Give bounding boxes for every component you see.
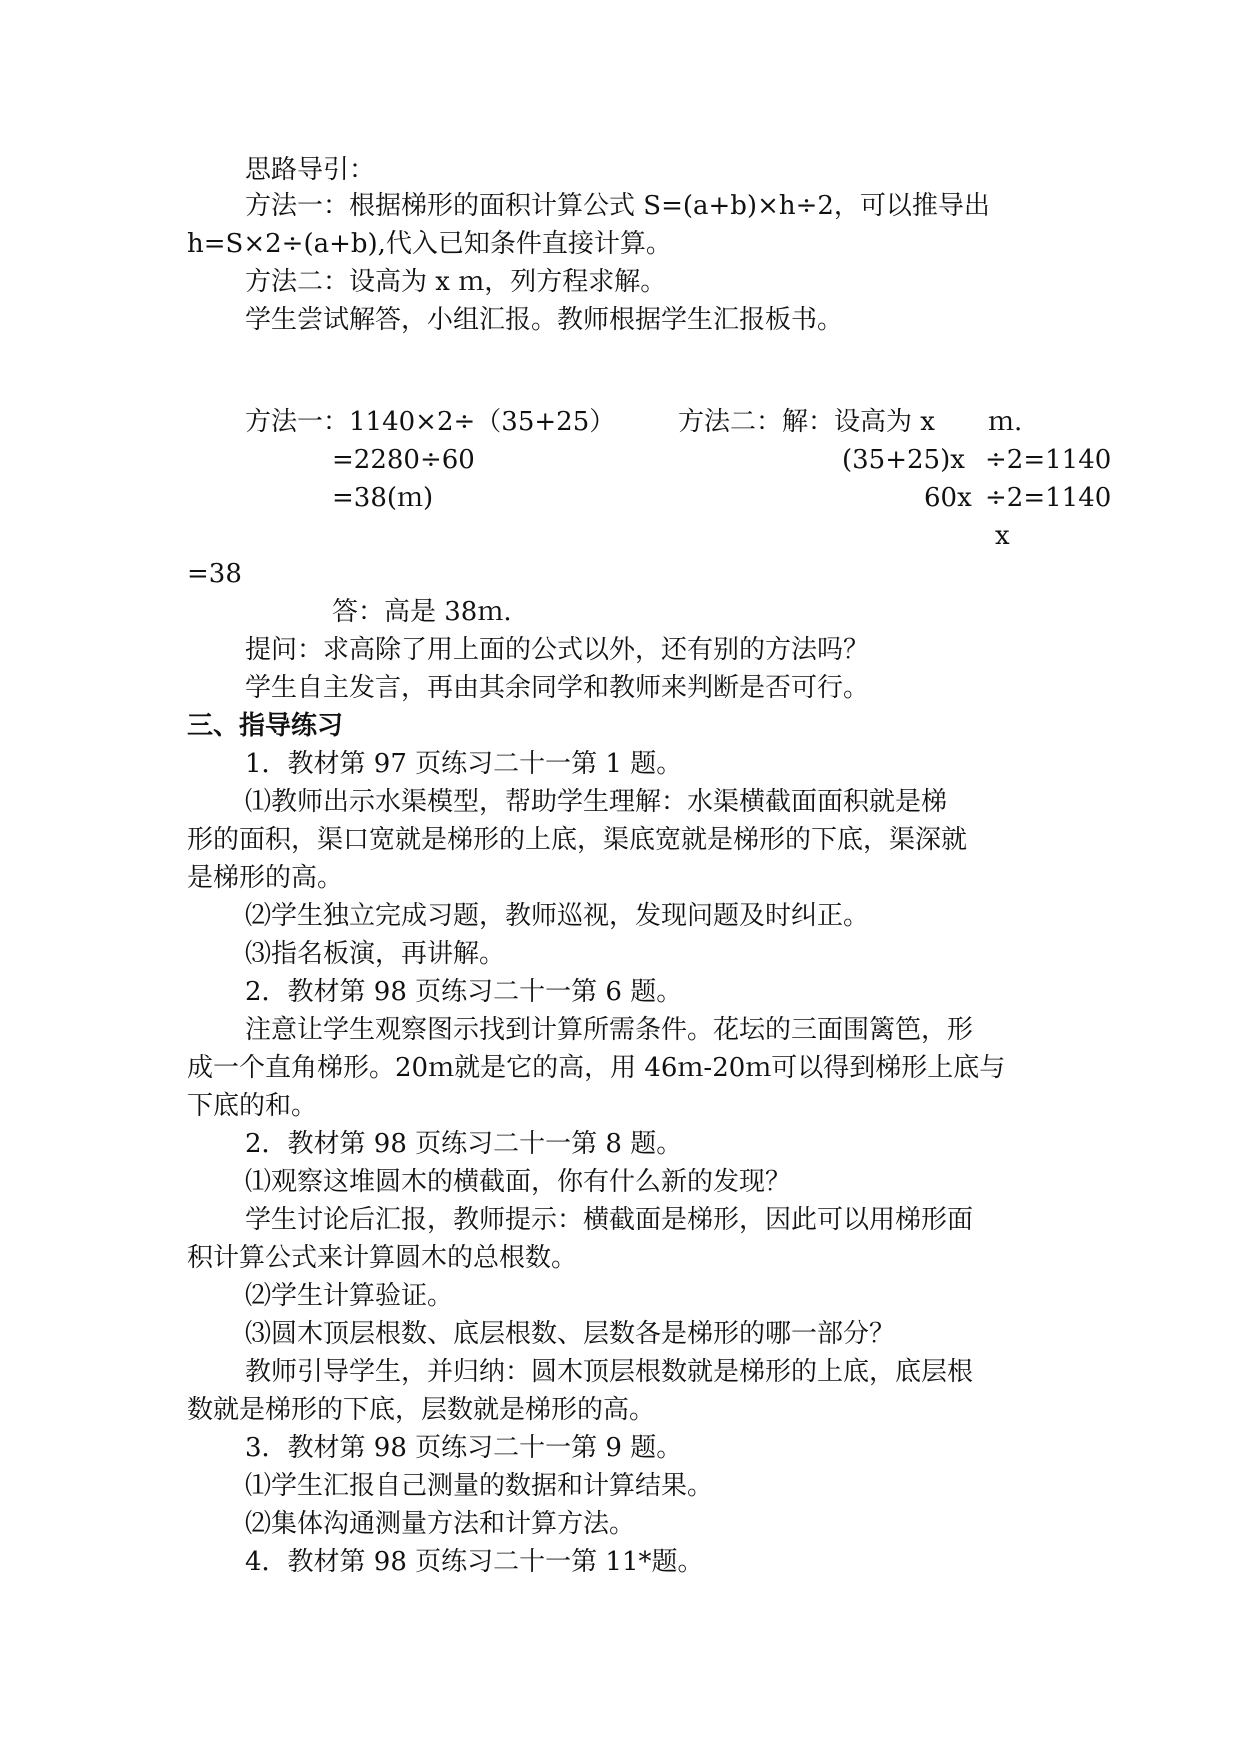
method1-text-line2: h=S×2÷(a+b),代入已知条件直接计算。 xyxy=(187,229,672,259)
practice-line: 注意让学生观察图示找到计算所需条件。花坛的三面围篱笆，形 xyxy=(245,1015,974,1045)
practice-line: 是梯形的高。 xyxy=(187,863,344,893)
solution-right-row1-a: 方法二：解：设高为 x xyxy=(678,407,935,437)
section-heading: 三、指导练习 xyxy=(187,711,344,741)
solution-answer: 答：高是 38ｍ. xyxy=(332,597,512,627)
practice-line: 3．教材第 98 页练习二十一第 9 题。 xyxy=(245,1433,683,1463)
solution-right-row3-a: 60x xyxy=(924,483,972,513)
practice-line: 教师引导学生，并归纳：圆木顶层根数就是梯形的上底，底层根 xyxy=(245,1357,974,1387)
practice-line: 成一个直角梯形。20ｍ就是它的高，用 46ｍ-20ｍ可以得到梯形上底与 xyxy=(187,1053,1006,1083)
solution-right-row3-b: ÷2=1140 xyxy=(985,483,1112,513)
solution-left-row1: 方法一：1140×2÷（35+25） xyxy=(245,407,616,437)
method1-text-line1: 方法一：根据梯形的面积计算公式 S=(a+b)×h÷2，可以推导出 xyxy=(245,191,990,221)
solution-right-row1-b: ｍ. xyxy=(988,407,1023,437)
question-reply: 学生自主发言，再由其余同学和教师来判断是否可行。 xyxy=(245,673,870,703)
practice-line: ⑴教师出示水渠模型，帮助学生理解：水渠横截面面积就是梯 xyxy=(245,787,948,817)
practice-line: 下底的和。 xyxy=(187,1091,318,1121)
practice-line: 形的面积，渠口宽就是梯形的上底，渠底宽就是梯形的下底，渠深就 xyxy=(187,825,968,855)
practice-line: ⑴学生汇报自己测量的数据和计算结果。 xyxy=(245,1471,714,1501)
practice-line: ⑶圆木顶层根数、底层根数、层数各是梯形的哪一部分？ xyxy=(245,1319,896,1349)
method2-text: 方法二：设高为 x ｍ，列方程求解。 xyxy=(245,267,667,297)
students-report-text: 学生尝试解答，小组汇报。教师根据学生汇报板书。 xyxy=(245,305,844,335)
practice-line: 数就是梯形的下底，层数就是梯形的高。 xyxy=(187,1395,656,1425)
practice-line: 积计算公式来计算圆木的总根数。 xyxy=(187,1243,578,1273)
practice-line: 4．教材第 98 页练习二十一第 11*题。 xyxy=(245,1547,704,1577)
solution-right-row4: x xyxy=(995,521,1010,551)
practice-line: ⑵学生独立完成习题，教师巡视，发现问题及时纠正。 xyxy=(245,901,870,931)
practice-line: 2．教材第 98 页练习二十一第 6 题。 xyxy=(245,977,683,1007)
practice-line: ⑶指名板演，再讲解。 xyxy=(245,939,506,969)
question-ask: 提问：求高除了用上面的公式以外，还有别的方法吗？ xyxy=(245,635,870,665)
practice-line: ⑵集体沟通测量方法和计算方法。 xyxy=(245,1509,636,1539)
solution-left-row2: =2280÷60 xyxy=(332,445,475,475)
solution-right-row2-b: ÷2=1140 xyxy=(985,445,1112,475)
practice-line: 2．教材第 98 页练习二十一第 8 题。 xyxy=(245,1129,683,1159)
practice-line: ⑵学生计算验证。 xyxy=(245,1281,454,1311)
practice-line: 1．教材第 97 页练习二十一第 1 题。 xyxy=(245,749,683,779)
solution-right-row2-a: (35+25)x xyxy=(842,445,965,475)
solution-left-row3: =38(ｍ) xyxy=(332,483,434,513)
practice-line: 学生讨论后汇报，教师提示：横截面是梯形，因此可以用梯形面 xyxy=(245,1205,974,1235)
solution-result-wrap: =38 xyxy=(187,559,242,589)
practice-line: ⑴观察这堆圆木的横截面，你有什么新的发现？ xyxy=(245,1167,792,1197)
guide-title: 思路导引： xyxy=(245,155,376,185)
